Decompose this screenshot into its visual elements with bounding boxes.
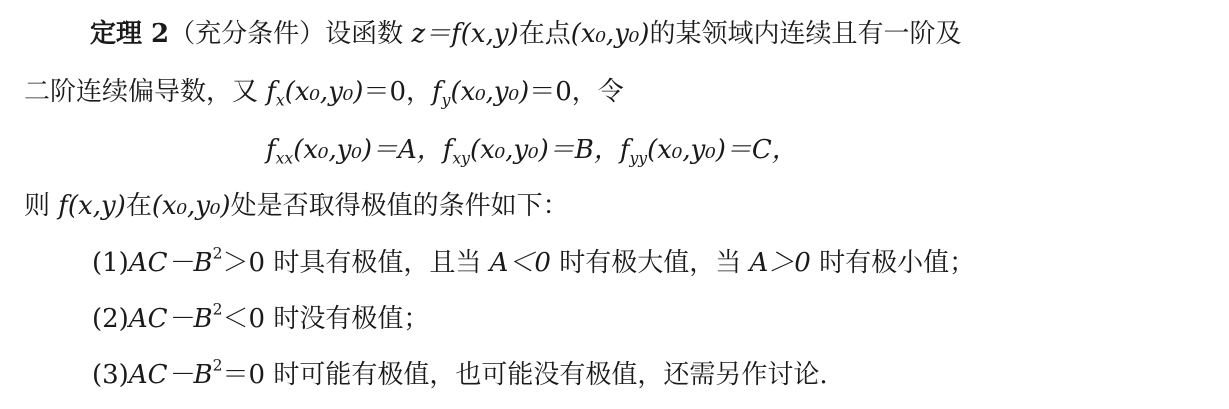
then-text: 则: [24, 191, 51, 221]
eq-c: ＝C，: [725, 135, 798, 165]
case-desc: 时没有极值；: [265, 304, 430, 334]
second-order-text: 二阶连续偏导数，又: [24, 77, 259, 107]
case-number: (2): [92, 304, 129, 334]
then-line: [24, 186, 569, 226]
then-function: f(x,y): [58, 191, 126, 221]
fx-equals-zero: ＝0，: [363, 77, 432, 107]
theorem-line-2: [24, 72, 624, 112]
case-expr: AC－B: [128, 304, 213, 334]
function-def: z＝f(x,y): [411, 19, 519, 49]
fy-equals-zero-let: ＝0，令: [529, 77, 624, 107]
fxx-symbol: f: [266, 135, 276, 165]
fy-symbol: f: [432, 77, 442, 107]
case-relation: ＝0: [222, 360, 266, 390]
case-expr: AC－B: [128, 248, 213, 278]
case-exponent: 2: [212, 300, 223, 319]
case-exponent: 2: [212, 244, 223, 263]
then-point: (x₀,y₀): [151, 191, 231, 221]
at-point-text: 在点: [518, 19, 571, 49]
case-number: (3): [92, 360, 129, 390]
theorem-heading: 定理 2: [90, 19, 170, 49]
case-a-negative: A＜0: [489, 248, 551, 278]
fxy-args: (x₀,y₀): [469, 135, 549, 165]
fxy-subscript: xy: [452, 149, 470, 168]
fxx-subscript: xx: [275, 149, 294, 168]
fyy-args: (x₀,y₀): [647, 135, 726, 165]
eq-b: ＝B，: [548, 135, 620, 165]
fy-subscript: y: [441, 91, 451, 110]
fy-args: (x₀,y₀): [450, 77, 530, 107]
case-2: [92, 299, 429, 339]
condition-type: （充分条件）: [169, 19, 326, 49]
case-number: (1): [92, 248, 129, 278]
point-expr: (x₀,y₀): [570, 19, 650, 49]
fxy-symbol: f: [442, 135, 453, 165]
fx-args: (x₀,y₀): [284, 77, 364, 107]
fyy-symbol: f: [619, 135, 630, 165]
at-text: 在: [125, 191, 152, 221]
case-1: [92, 243, 975, 283]
theorem-line-1: [90, 14, 961, 54]
case-expr: AC－B: [128, 360, 213, 390]
fx-symbol: f: [266, 77, 276, 107]
statement-lead: 设函数: [325, 19, 404, 49]
case-exponent: 2: [212, 356, 223, 375]
case-relation: ＜0: [222, 304, 266, 334]
eq-a: ＝A，: [371, 135, 443, 165]
case-desc-3: 时有极小值；: [810, 248, 976, 278]
case-relation: ＞0: [222, 248, 266, 278]
case-a-positive: A＞0: [749, 248, 811, 278]
condition-text: 处是否取得极值的条件如下：: [230, 191, 569, 221]
case-desc: 时可能有极值，也可能没有极值，还需另作讨论.: [265, 360, 828, 390]
fyy-subscript: yy: [629, 149, 648, 168]
case-3: [92, 355, 828, 395]
case-desc-2: 时有极大值，当: [550, 248, 750, 278]
domain-text: 的某领域内连续且有一阶及: [649, 19, 962, 49]
fxx-args: (x₀,y₀): [293, 135, 372, 165]
fx-subscript: x: [275, 91, 285, 110]
case-desc: 时具有极值，且当: [265, 248, 490, 278]
definition-line: [266, 130, 798, 170]
